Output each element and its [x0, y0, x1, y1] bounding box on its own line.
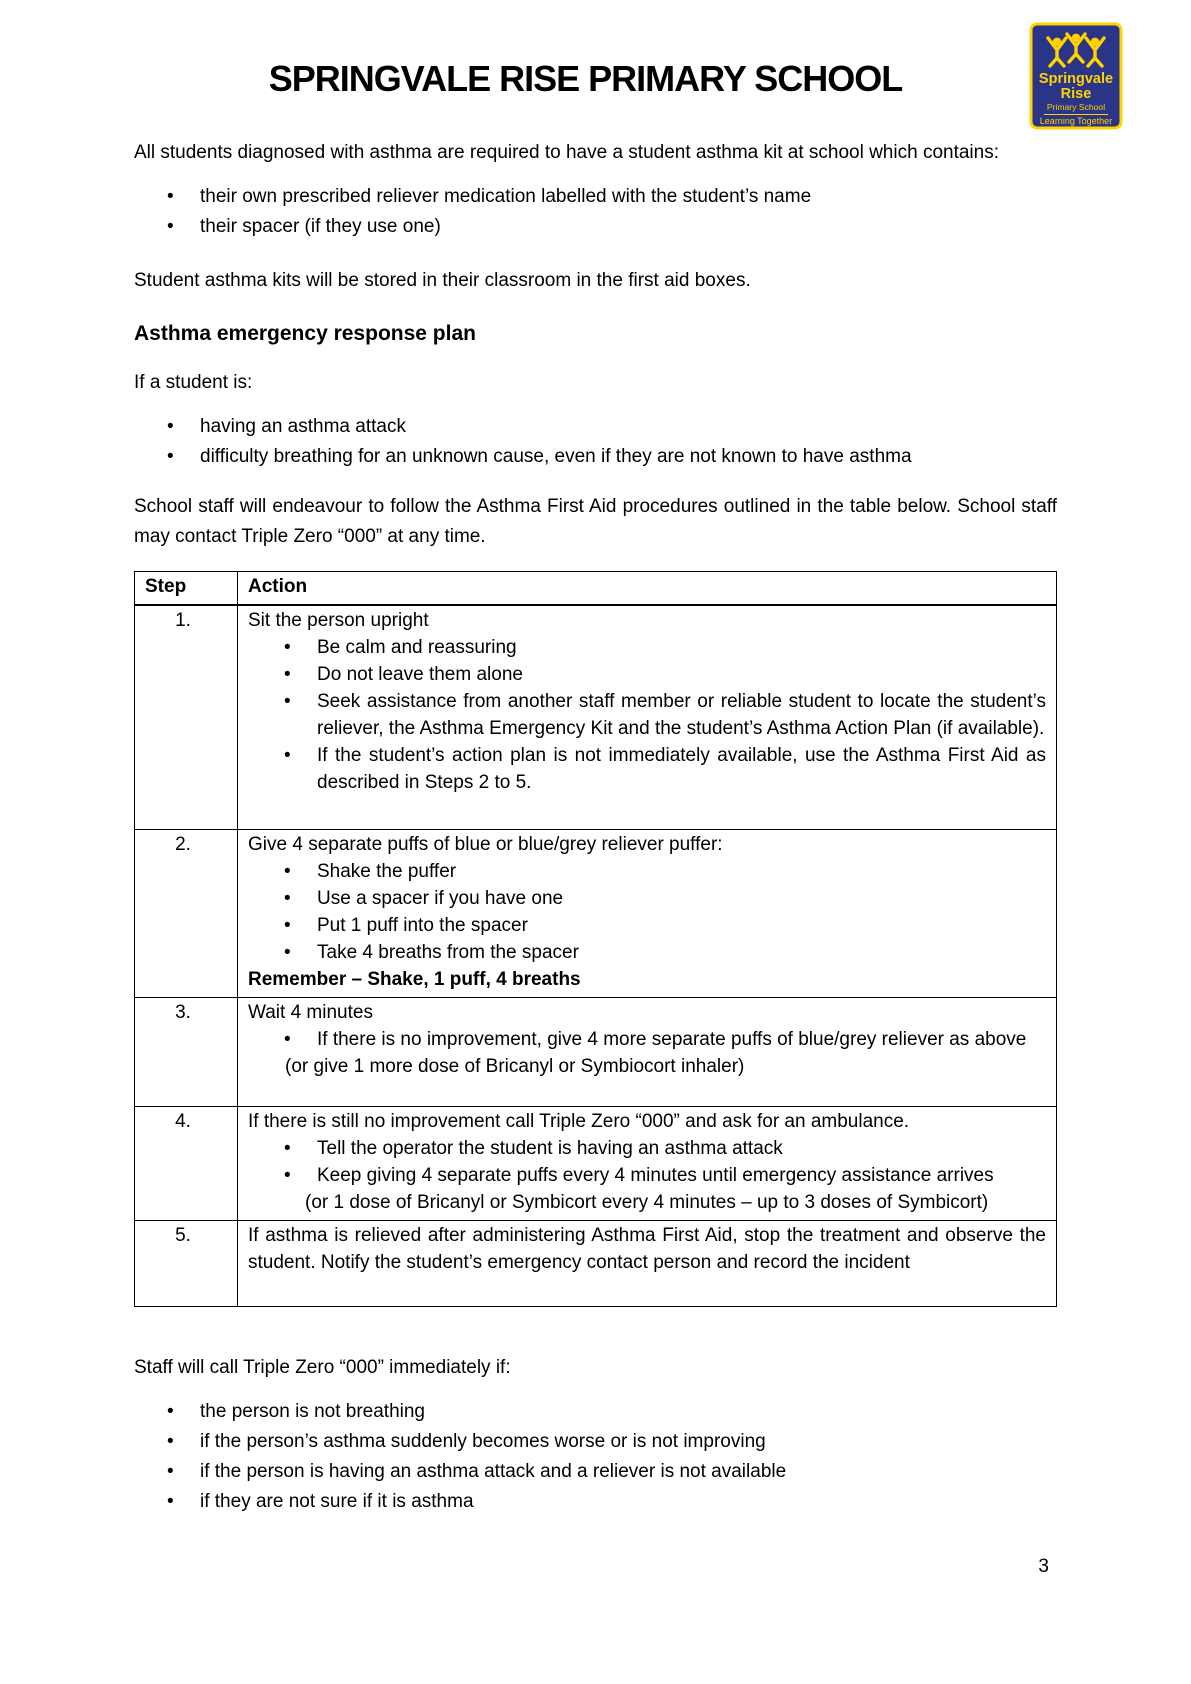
bullet-text: Take 4 breaths from the spacer: [317, 942, 579, 963]
list-item: [134, 442, 1057, 472]
bullet-icon: •: [167, 1461, 174, 1482]
step-number: 4.: [135, 1107, 238, 1221]
page-number: 3: [1038, 1556, 1049, 1577]
asthma-kit-list: [134, 182, 1057, 242]
bullet-icon: •: [284, 691, 291, 712]
bullet-icon: •: [284, 637, 291, 658]
bullet-icon: •: [167, 186, 174, 207]
action-bullet: [248, 1162, 1046, 1189]
school-logo: [1029, 22, 1123, 130]
action-bullet: [248, 688, 1046, 742]
action-bullet: [248, 661, 1046, 688]
bullet-icon: •: [284, 1165, 291, 1186]
document-header: [134, 58, 1057, 100]
bullet-text: Seek assistance from another staff member or reliable student to locate the student’s reliever, the Asthma Emergency Kit and the student’s Asthma Action Plan (if available).: [317, 691, 1046, 739]
logo-tagline: Learning Together: [1039, 116, 1113, 126]
action-lead: Sit the person upright: [248, 610, 429, 631]
step-number: 2.: [135, 830, 238, 998]
bullet-text: if they are not sure if it is asthma: [200, 1491, 474, 1512]
bullet-text: Put 1 puff into the spacer: [317, 915, 528, 936]
action-bullet: [248, 939, 1046, 966]
action-cell: [238, 1221, 1057, 1307]
remember-note: Remember – Shake, 1 puff, 4 breaths: [248, 969, 581, 990]
table-header: [135, 572, 1057, 606]
document-content: [0, 58, 1191, 1517]
bullet-text: Use a spacer if you have one: [317, 888, 564, 909]
list-item: [134, 1427, 1057, 1457]
bullet-text: Tell the operator the student is having an asthma attack: [317, 1138, 783, 1159]
bullet-icon: •: [284, 915, 291, 936]
storage-note: Student asthma kits will be stored in their classroom in the first aid boxes.: [134, 270, 751, 291]
page-title: SPRINGVALE RISE PRIMARY SCHOOL: [268, 58, 903, 99]
asthma-table-body: [135, 605, 1057, 1307]
step-number: 3.: [135, 998, 238, 1107]
action-cell: [238, 998, 1057, 1107]
action-lead: If there is still no improvement call Triple Zero “000” and ask for an ambulance.: [248, 1111, 910, 1132]
bullet-icon: •: [167, 446, 174, 467]
action-cell: [238, 605, 1057, 830]
column-header-action: Action: [238, 572, 1057, 606]
action-cell: [238, 1107, 1057, 1221]
list-item: [134, 182, 1057, 212]
action-bullet: [248, 742, 1046, 796]
action-bullet: [248, 912, 1046, 939]
alternative-note: (or 1 dose of Bricanyl or Symbicort every 4 minutes – up to 3 doses of Symbicort): [305, 1192, 989, 1213]
step-number: 1.: [135, 605, 238, 830]
action-bullet: [248, 1026, 1046, 1053]
list-item: [134, 1397, 1057, 1427]
table-row: [135, 605, 1057, 830]
bullet-icon: •: [284, 745, 291, 766]
bullet-icon: •: [167, 1491, 174, 1512]
table-header-row: [135, 572, 1057, 606]
list-item: [134, 1487, 1057, 1517]
bullet-text: their spacer (if they use one): [200, 216, 441, 237]
bullet-icon: •: [284, 664, 291, 685]
school-logo-graphic: [1029, 22, 1123, 130]
alternative-note: (or give 1 more dose of Bricanyl or Symbiocort inhaler): [285, 1056, 745, 1077]
action-bullet: [248, 634, 1046, 661]
bullet-icon: •: [284, 861, 291, 882]
bullet-text: the person is not breathing: [200, 1401, 425, 1422]
action-bullet: [248, 885, 1046, 912]
triple-zero-paragraph: Staff will call Triple Zero “000” immediately if:: [134, 1357, 511, 1378]
intro-paragraph: All students diagnosed with asthma are required to have a student asthma kit at school which contains:: [134, 142, 999, 163]
bullet-text: if the person is having an asthma attack and a reliever is not available: [200, 1461, 787, 1482]
action-cell: [238, 830, 1057, 998]
action-lead: Wait 4 minutes: [248, 1002, 373, 1023]
bullet-text: Shake the puffer: [317, 861, 457, 882]
bullet-text: their own prescribed reliever medication labelled with the student’s name: [200, 186, 812, 207]
table-row: [135, 830, 1057, 998]
bullet-icon: •: [167, 1401, 174, 1422]
bullet-icon: •: [167, 1431, 174, 1452]
bullet-icon: •: [284, 1029, 291, 1050]
section-heading: Asthma emergency response plan: [134, 322, 476, 345]
bullet-text: Do not leave them alone: [317, 664, 523, 685]
logo-school-name-1: Springvale: [1038, 71, 1114, 87]
column-header-step: Step: [135, 572, 238, 606]
bullet-icon: •: [284, 1138, 291, 1159]
bullet-text: If there is no improvement, give 4 more separate puffs of blue/grey reliever as above: [317, 1029, 1027, 1050]
list-item: [134, 1457, 1057, 1487]
table-row: [135, 1221, 1057, 1307]
asthma-first-aid-table: [134, 571, 1057, 1307]
bullet-icon: •: [284, 888, 291, 909]
bullet-icon: •: [167, 216, 174, 237]
bullet-text: Be calm and reassuring: [317, 637, 517, 658]
bullet-text: if the person’s asthma suddenly becomes worse or is not improving: [200, 1431, 766, 1452]
logo-subtitle: Primary School: [1046, 102, 1106, 112]
action-lead: Give 4 separate puffs of blue or blue/grey reliever puffer:: [248, 834, 723, 855]
bullet-text: difficulty breathing for an unknown cause, even if they are not known to have asthma: [200, 446, 912, 467]
list-item: [134, 412, 1057, 442]
action-bullet: [248, 858, 1046, 885]
action-lead: If asthma is relieved after administering Asthma First Aid, stop the treatment and observe the student. Notify the student’s emergency contact person and record the incident: [248, 1225, 1046, 1273]
condition-list: [134, 412, 1057, 472]
table-row: [135, 1107, 1057, 1221]
bullet-icon: •: [284, 942, 291, 963]
bullet-text: Keep giving 4 separate puffs every 4 minutes until emergency assistance arrives: [317, 1165, 994, 1186]
step-number: 5.: [135, 1221, 238, 1307]
staff-note: School staff will endeavour to follow the Asthma First Aid procedures outlined in the table below. School staff may contact Triple Zero “000” at any time.: [134, 496, 1057, 547]
bullet-text: If the student’s action plan is not immediately available, use the Asthma First Aid as described in Steps 2 to 5.: [317, 745, 1046, 793]
list-item: [134, 212, 1057, 242]
triple-zero-list: [134, 1397, 1057, 1517]
action-bullet: [248, 1135, 1046, 1162]
condition-intro: If a student is:: [134, 372, 253, 393]
bullet-icon: •: [167, 416, 174, 437]
logo-school-name-2: Rise: [1060, 86, 1092, 102]
bullet-text: having an asthma attack: [200, 416, 406, 437]
table-row: [135, 998, 1057, 1107]
